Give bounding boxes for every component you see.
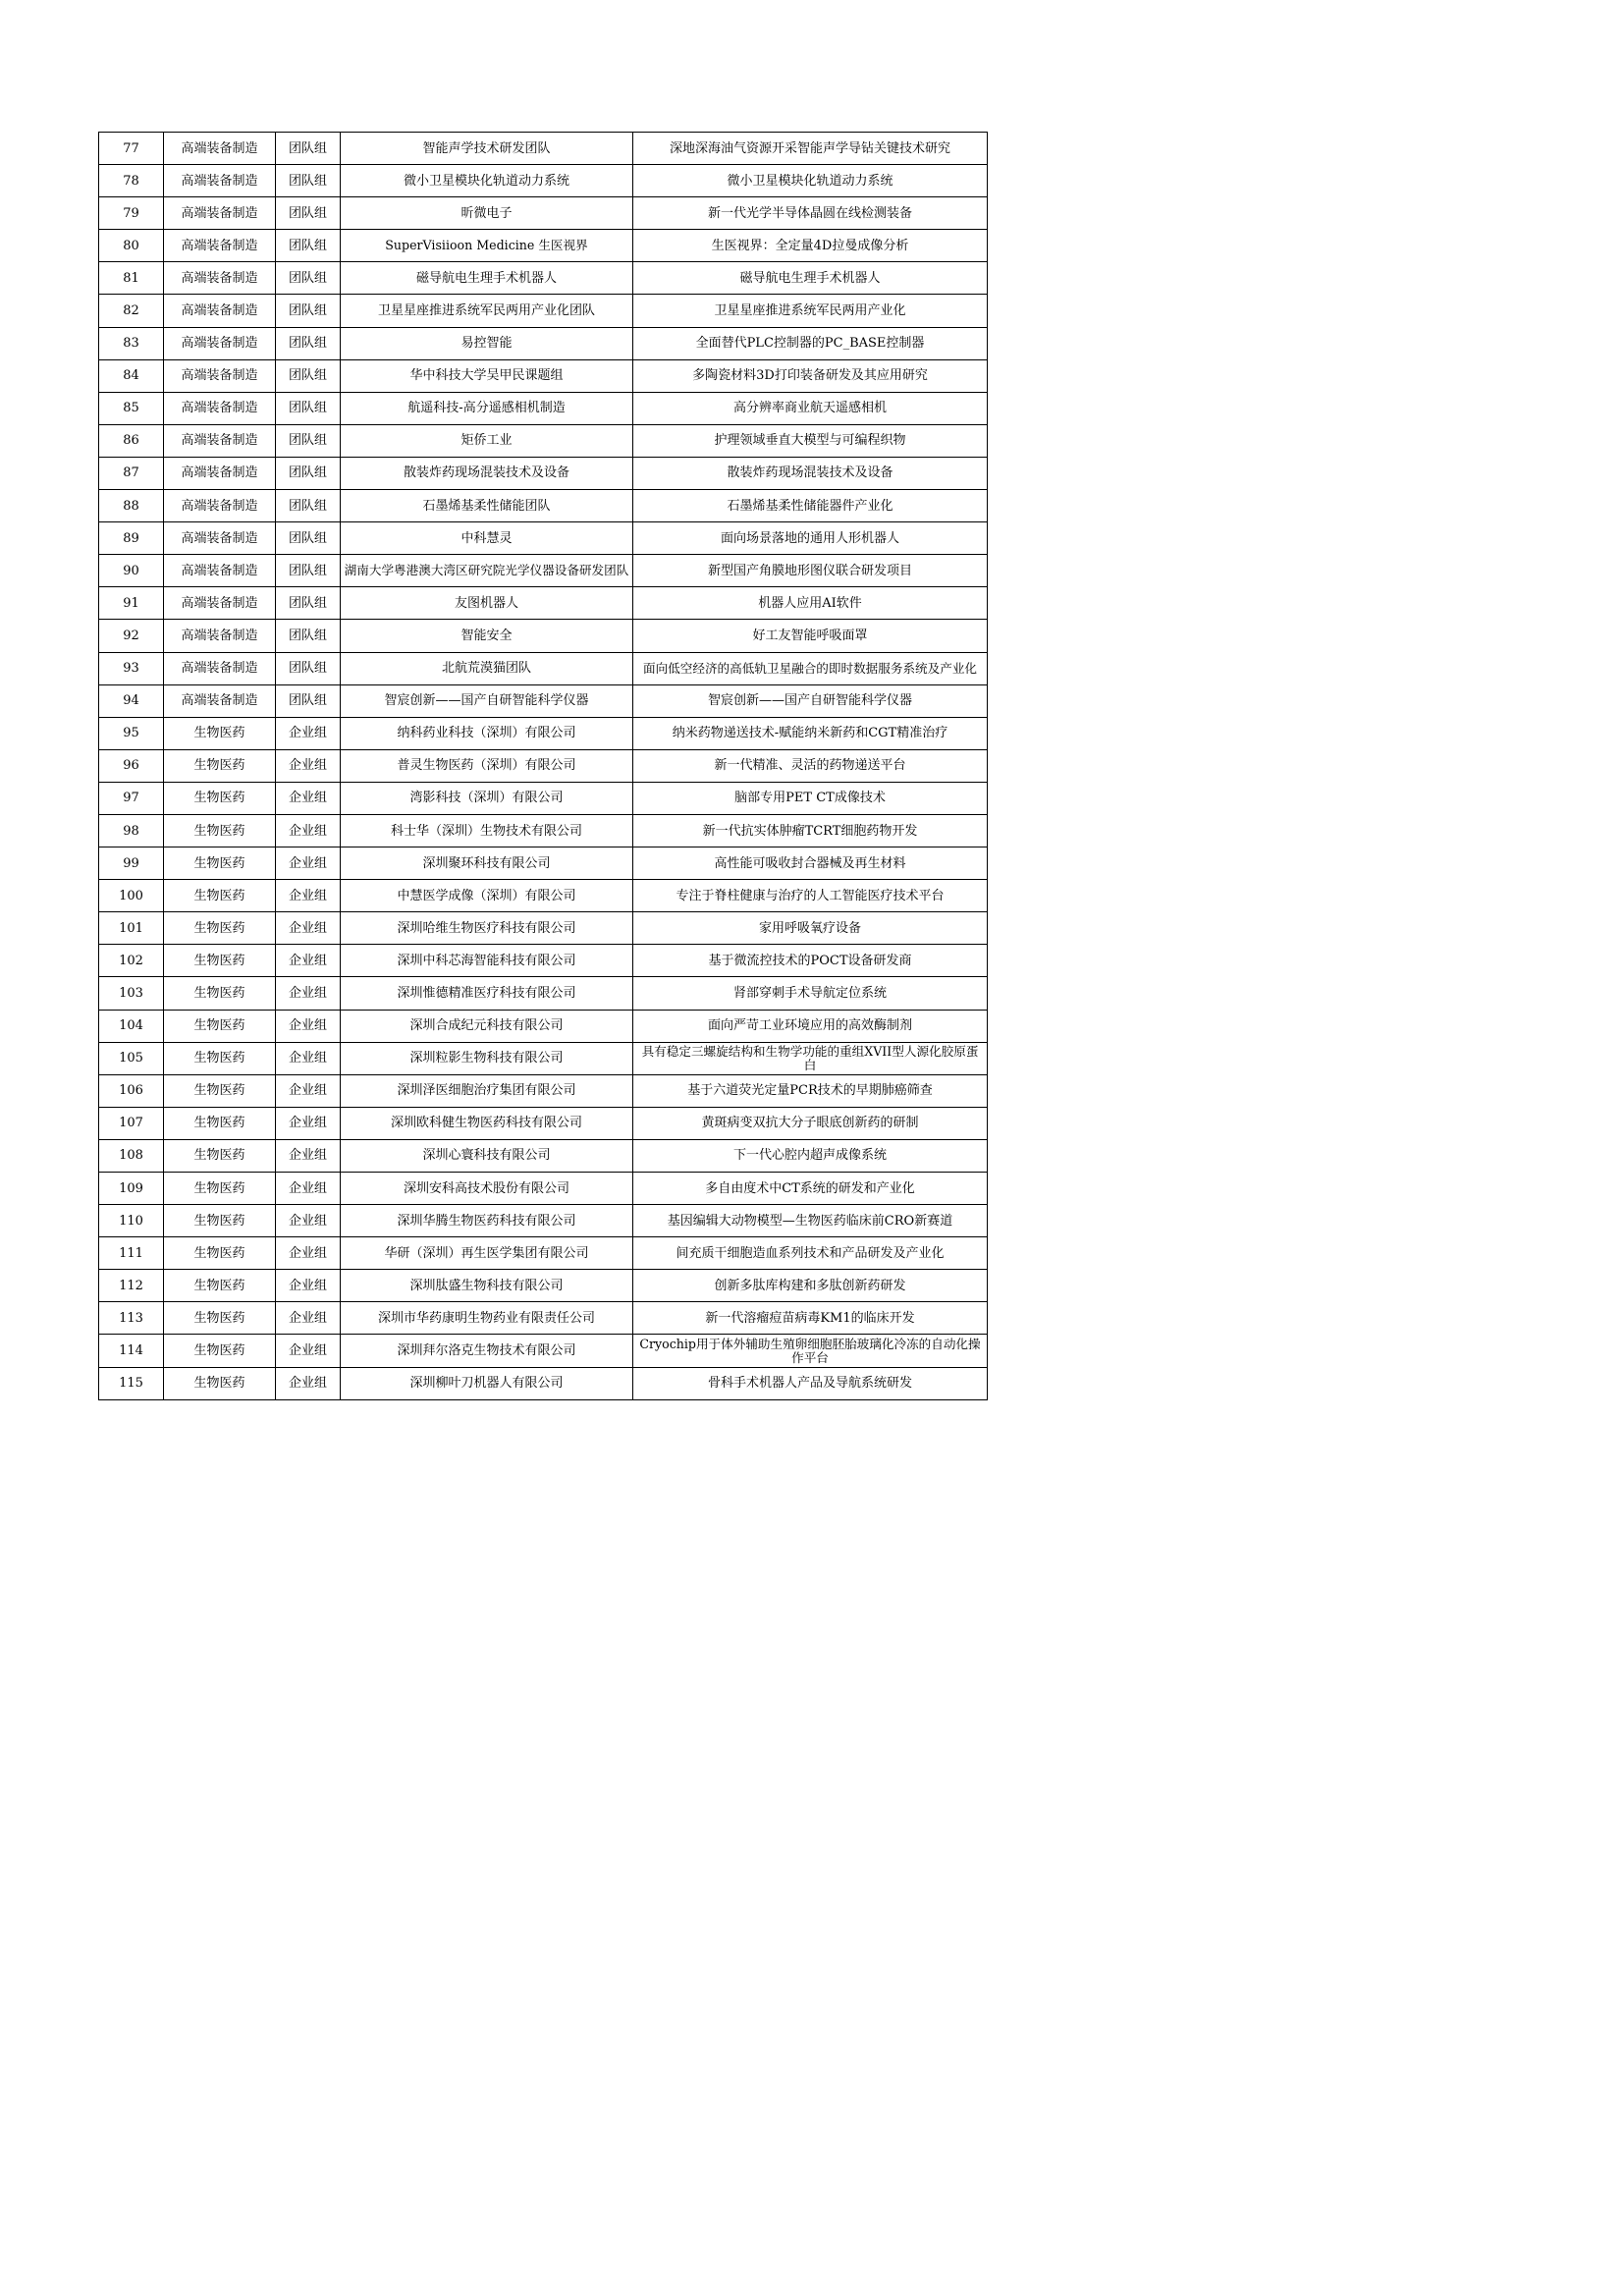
group-cell: 企业组 [276,782,341,814]
row-number-cell: 105 [99,1042,164,1074]
row-number-cell: 84 [99,359,164,392]
group-cell: 团队组 [276,587,341,620]
industry-cell: 生物医药 [164,1270,276,1302]
group-cell: 团队组 [276,652,341,684]
project-title-cell: 机器人应用AI软件 [633,587,988,620]
industry-cell: 生物医药 [164,1074,276,1107]
group-cell: 团队组 [276,522,341,555]
group-cell: 团队组 [276,230,341,262]
project-title-cell: 磁导航电生理手术机器人 [633,262,988,295]
project-table [98,132,988,1400]
table-row [99,262,988,295]
row-number-cell: 89 [99,522,164,555]
row-number-cell: 85 [99,392,164,424]
table-row [99,359,988,392]
industry-cell: 高端装备制造 [164,620,276,652]
table-row [99,1107,988,1139]
industry-cell: 生物医药 [164,1139,276,1172]
table-row [99,814,988,847]
row-number-cell: 93 [99,652,164,684]
project-title-cell: 面向严苛工业环境应用的高效酶制剂 [633,1010,988,1042]
row-number-cell: 87 [99,457,164,489]
group-cell: 企业组 [276,717,341,749]
row-number-cell: 86 [99,424,164,457]
industry-cell: 高端装备制造 [164,652,276,684]
industry-cell: 生物医药 [164,814,276,847]
project-title-cell: 高性能可吸收封合器械及再生材料 [633,847,988,880]
industry-cell: 高端装备制造 [164,684,276,717]
table-row [99,1139,988,1172]
group-cell: 企业组 [276,1139,341,1172]
row-number-cell: 111 [99,1237,164,1270]
industry-cell: 生物医药 [164,1367,276,1399]
row-number-cell: 103 [99,977,164,1010]
project-title-cell: 散装炸药现场混装技术及设备 [633,457,988,489]
row-number-cell: 110 [99,1205,164,1237]
project-title-cell: 多自由度术中CT系统的研发和产业化 [633,1173,988,1205]
group-cell: 企业组 [276,1205,341,1237]
entrant-name-cell: 智宸创新——国产自研智能科学仪器 [341,684,633,717]
project-title-cell: 卫星星座推进系统军民两用产业化 [633,295,988,327]
row-number-cell: 92 [99,620,164,652]
industry-cell: 生物医药 [164,717,276,749]
row-number-cell: 108 [99,1139,164,1172]
industry-cell: 生物医药 [164,1302,276,1335]
row-number-cell: 106 [99,1074,164,1107]
entrant-name-cell: 中科慧灵 [341,522,633,555]
project-title-cell: 新一代精准、灵活的药物递送平台 [633,749,988,782]
project-title-cell: 具有稳定三螺旋结构和生物学功能的重组XVII型人源化胶原蛋白 [633,1042,988,1074]
industry-cell: 生物医药 [164,1042,276,1074]
project-title-cell: 石墨烯基柔性储能器件产业化 [633,490,988,522]
industry-cell: 高端装备制造 [164,165,276,197]
table-row [99,490,988,522]
industry-cell: 生物医药 [164,782,276,814]
entrant-name-cell: 深圳肽盛生物科技有限公司 [341,1270,633,1302]
row-number-cell: 81 [99,262,164,295]
table-row [99,457,988,489]
entrant-name-cell: 深圳柳叶刀机器人有限公司 [341,1367,633,1399]
group-cell: 企业组 [276,1302,341,1335]
entrant-name-cell: 易控智能 [341,327,633,359]
row-number-cell: 101 [99,912,164,945]
project-title-cell: 家用呼吸氧疗设备 [633,912,988,945]
industry-cell: 生物医药 [164,1237,276,1270]
entrant-name-cell: SuperVisiioon Medicine 生医视界 [341,230,633,262]
table-row [99,684,988,717]
row-number-cell: 115 [99,1367,164,1399]
row-number-cell: 94 [99,684,164,717]
project-title-cell: 深地深海油气资源开采智能声学导钻关键技术研究 [633,133,988,165]
entrant-name-cell: 友图机器人 [341,587,633,620]
row-number-cell: 112 [99,1270,164,1302]
row-number-cell: 88 [99,490,164,522]
group-cell: 企业组 [276,1042,341,1074]
industry-cell: 高端装备制造 [164,522,276,555]
industry-cell: 高端装备制造 [164,555,276,587]
table-row [99,327,988,359]
entrant-name-cell: 矩侨工业 [341,424,633,457]
table-row [99,1173,988,1205]
entrant-name-cell: 华中科技大学吴甲民课题组 [341,359,633,392]
entrant-name-cell: 智能声学技术研发团队 [341,133,633,165]
row-number-cell: 79 [99,197,164,230]
table-row [99,1270,988,1302]
table-row [99,587,988,620]
group-cell: 团队组 [276,359,341,392]
table-row [99,1042,988,1074]
row-number-cell: 98 [99,814,164,847]
row-number-cell: 82 [99,295,164,327]
table-row [99,1010,988,1042]
project-title-cell: 高分辨率商业航天遥感相机 [633,392,988,424]
industry-cell: 生物医药 [164,880,276,912]
project-title-cell: 护理领域垂直大模型与可编程织物 [633,424,988,457]
project-title-cell: 黄斑病变双抗大分子眼底创新药的研制 [633,1107,988,1139]
table-row [99,652,988,684]
project-title-cell: 间充质干细胞造血系列技术和产品研发及产业化 [633,1237,988,1270]
industry-cell: 生物医药 [164,1205,276,1237]
group-cell: 团队组 [276,620,341,652]
group-cell: 企业组 [276,945,341,977]
industry-cell: 生物医药 [164,1010,276,1042]
table-row [99,555,988,587]
project-title-cell: 专注于脊柱健康与治疗的人工智能医疗技术平台 [633,880,988,912]
project-title-cell: 好工友智能呼吸面罩 [633,620,988,652]
entrant-name-cell: 航遥科技-高分遥感相机制造 [341,392,633,424]
group-cell: 团队组 [276,424,341,457]
row-number-cell: 91 [99,587,164,620]
industry-cell: 生物医药 [164,1107,276,1139]
project-title-cell: 基因编辑大动物模型—生物医药临床前CRO新赛道 [633,1205,988,1237]
row-number-cell: 114 [99,1335,164,1367]
group-cell: 团队组 [276,457,341,489]
table-row [99,165,988,197]
entrant-name-cell: 深圳心寰科技有限公司 [341,1139,633,1172]
table-row [99,197,988,230]
table-row [99,749,988,782]
table-row [99,717,988,749]
project-list-sheet [98,132,987,1400]
table-row [99,1074,988,1107]
entrant-name-cell: 深圳惟德精准医疗科技有限公司 [341,977,633,1010]
group-cell: 企业组 [276,1270,341,1302]
industry-cell: 高端装备制造 [164,587,276,620]
group-cell: 企业组 [276,912,341,945]
group-cell: 团队组 [276,295,341,327]
table-row [99,977,988,1010]
entrant-name-cell: 磁导航电生理手术机器人 [341,262,633,295]
entrant-name-cell: 微小卫星模块化轨道动力系统 [341,165,633,197]
table-row [99,295,988,327]
industry-cell: 生物医药 [164,1173,276,1205]
entrant-name-cell: 深圳泽医细胞治疗集团有限公司 [341,1074,633,1107]
project-title-cell: 微小卫星模块化轨道动力系统 [633,165,988,197]
group-cell: 团队组 [276,133,341,165]
industry-cell: 高端装备制造 [164,490,276,522]
industry-cell: 高端装备制造 [164,262,276,295]
entrant-name-cell: 深圳聚环科技有限公司 [341,847,633,880]
row-number-cell: 100 [99,880,164,912]
group-cell: 企业组 [276,1173,341,1205]
entrant-name-cell: 昕微电子 [341,197,633,230]
entrant-name-cell: 卫星星座推进系统军民两用产业化团队 [341,295,633,327]
entrant-name-cell: 深圳哈维生物医疗科技有限公司 [341,912,633,945]
project-title-cell: 肾部穿刺手术导航定位系统 [633,977,988,1010]
industry-cell: 高端装备制造 [164,230,276,262]
row-number-cell: 104 [99,1010,164,1042]
industry-cell: 高端装备制造 [164,359,276,392]
group-cell: 企业组 [276,847,341,880]
table-row [99,392,988,424]
row-number-cell: 90 [99,555,164,587]
project-title-cell: 脑部专用PET CT成像技术 [633,782,988,814]
table-row [99,1237,988,1270]
industry-cell: 生物医药 [164,1335,276,1367]
industry-cell: 高端装备制造 [164,295,276,327]
group-cell: 团队组 [276,262,341,295]
entrant-name-cell: 湖南大学粤港澳大湾区研究院光学仪器设备研发团队 [341,555,633,587]
group-cell: 企业组 [276,1237,341,1270]
row-number-cell: 77 [99,133,164,165]
table-row [99,424,988,457]
entrant-name-cell: 北航荒漠猫团队 [341,652,633,684]
table-body [99,133,988,1400]
group-cell: 团队组 [276,197,341,230]
project-title-cell: 面向场景落地的通用人形机器人 [633,522,988,555]
row-number-cell: 109 [99,1173,164,1205]
group-cell: 团队组 [276,165,341,197]
industry-cell: 高端装备制造 [164,457,276,489]
industry-cell: 生物医药 [164,977,276,1010]
table-row [99,1335,988,1367]
industry-cell: 生物医药 [164,749,276,782]
project-title-cell: 新型国产角膜地形图仪联合研发项目 [633,555,988,587]
project-title-cell: 新一代溶瘤痘苗病毒KM1的临床开发 [633,1302,988,1335]
entrant-name-cell: 深圳合成纪元科技有限公司 [341,1010,633,1042]
group-cell: 企业组 [276,814,341,847]
entrant-name-cell: 深圳华腾生物医药科技有限公司 [341,1205,633,1237]
row-number-cell: 102 [99,945,164,977]
entrant-name-cell: 深圳欧科健生物医药科技有限公司 [341,1107,633,1139]
project-title-cell: 智宸创新——国产自研智能科学仪器 [633,684,988,717]
table-row [99,880,988,912]
group-cell: 团队组 [276,555,341,587]
row-number-cell: 80 [99,230,164,262]
project-title-cell: Cryochip用于体外辅助生殖卵细胞胚胎玻璃化冷冻的自动化操作平台 [633,1335,988,1367]
table-row [99,912,988,945]
industry-cell: 生物医药 [164,847,276,880]
entrant-name-cell: 湾影科技（深圳）有限公司 [341,782,633,814]
group-cell: 团队组 [276,684,341,717]
group-cell: 企业组 [276,1367,341,1399]
table-row [99,782,988,814]
row-number-cell: 78 [99,165,164,197]
group-cell: 团队组 [276,392,341,424]
industry-cell: 高端装备制造 [164,392,276,424]
project-title-cell: 新一代光学半导体晶圆在线检测装备 [633,197,988,230]
industry-cell: 高端装备制造 [164,424,276,457]
entrant-name-cell: 深圳粒影生物科技有限公司 [341,1042,633,1074]
entrant-name-cell: 深圳市华药康明生物药业有限责任公司 [341,1302,633,1335]
project-title-cell: 新一代抗实体肿瘤TCRT细胞药物开发 [633,814,988,847]
project-title-cell: 纳米药物递送技术-赋能纳米新药和CGT精准治疗 [633,717,988,749]
group-cell: 企业组 [276,880,341,912]
row-number-cell: 107 [99,1107,164,1139]
project-title-cell: 创新多肽库构建和多肽创新药研发 [633,1270,988,1302]
industry-cell: 生物医药 [164,945,276,977]
row-number-cell: 96 [99,749,164,782]
entrant-name-cell: 华研（深圳）再生医学集团有限公司 [341,1237,633,1270]
table-row [99,522,988,555]
industry-cell: 高端装备制造 [164,327,276,359]
table-row [99,1302,988,1335]
group-cell: 企业组 [276,1335,341,1367]
entrant-name-cell: 深圳拜尔洛克生物技术有限公司 [341,1335,633,1367]
project-title-cell: 生医视界：全定量4D拉曼成像分析 [633,230,988,262]
industry-cell: 高端装备制造 [164,133,276,165]
group-cell: 企业组 [276,977,341,1010]
industry-cell: 高端装备制造 [164,197,276,230]
project-title-cell: 全面替代PLC控制器的PC_BASE控制器 [633,327,988,359]
project-title-cell: 基于微流控技术的POCT设备研发商 [633,945,988,977]
entrant-name-cell: 智能安全 [341,620,633,652]
project-title-cell: 面向低空经济的高低轨卫星融合的即时数据服务系统及产业化 [633,652,988,684]
row-number-cell: 83 [99,327,164,359]
entrant-name-cell: 普灵生物医药（深圳）有限公司 [341,749,633,782]
project-title-cell: 基于六道荧光定量PCR技术的早期肺癌筛查 [633,1074,988,1107]
table-row [99,945,988,977]
table-row [99,1205,988,1237]
row-number-cell: 113 [99,1302,164,1335]
entrant-name-cell: 深圳安科高技术股份有限公司 [341,1173,633,1205]
group-cell: 企业组 [276,749,341,782]
row-number-cell: 95 [99,717,164,749]
table-row [99,847,988,880]
group-cell: 企业组 [276,1074,341,1107]
group-cell: 企业组 [276,1107,341,1139]
entrant-name-cell: 纳科药业科技（深圳）有限公司 [341,717,633,749]
project-title-cell: 多陶瓷材料3D打印装备研发及其应用研究 [633,359,988,392]
group-cell: 企业组 [276,1010,341,1042]
table-row [99,230,988,262]
table-row [99,1367,988,1399]
entrant-name-cell: 科士华（深圳）生物技术有限公司 [341,814,633,847]
group-cell: 团队组 [276,327,341,359]
row-number-cell: 97 [99,782,164,814]
group-cell: 团队组 [276,490,341,522]
entrant-name-cell: 石墨烯基柔性储能团队 [341,490,633,522]
entrant-name-cell: 散装炸药现场混装技术及设备 [341,457,633,489]
entrant-name-cell: 深圳中科芯海智能科技有限公司 [341,945,633,977]
entrant-name-cell: 中慧医学成像（深圳）有限公司 [341,880,633,912]
row-number-cell: 99 [99,847,164,880]
table-row [99,133,988,165]
project-title-cell: 骨科手术机器人产品及导航系统研发 [633,1367,988,1399]
industry-cell: 生物医药 [164,912,276,945]
table-row [99,620,988,652]
project-title-cell: 下一代心腔内超声成像系统 [633,1139,988,1172]
